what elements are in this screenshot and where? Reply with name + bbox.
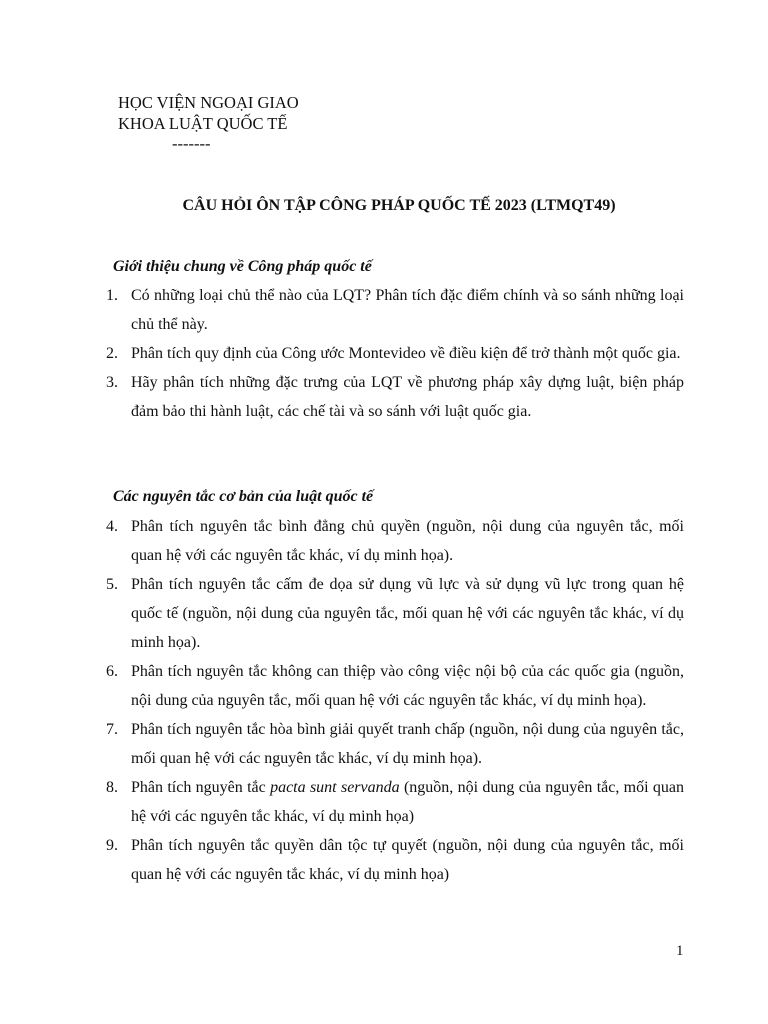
question-text: Phân tích quy định của Công ước Montevideo về điều kiện để trở thành một quốc gia. [131, 345, 681, 362]
institution-name: HỌC VIỆN NGOẠI GIAO [118, 93, 299, 112]
question-number: 6. [106, 663, 118, 680]
question-number: 4. [106, 518, 118, 535]
question-text: Hãy phân tích những đặc trưng của LQT về phương pháp xây dựng luật, biện pháp đảm bảo thi hành luật, các chế tài và so sánh với luật quốc gia. [131, 374, 684, 420]
question-text-lead: Phân tích nguyên tắc [131, 779, 271, 796]
question-number: 5. [106, 576, 118, 593]
question-number: 9. [106, 837, 118, 854]
latin-phrase: pacta sunt servanda [270, 779, 400, 796]
question-list-introduction [0, 281, 768, 426]
question-text: Có những loại chủ thể nào của LQT? Phân tích đặc điểm chính và so sánh những loại chủ thể này. [131, 287, 684, 333]
question-item [106, 570, 684, 657]
question-number: 8. [106, 779, 118, 796]
question-item [106, 512, 684, 570]
question-number: 7. [106, 721, 118, 738]
question-text: Phân tích nguyên tắc quyền dân tộc tự quyết (nguồn, nội dung của nguyên tắc, mối quan hệ với các nguyên tắc khác, ví dụ minh họa) [131, 837, 684, 883]
document-header [118, 92, 299, 153]
document-title: CÂU HỎI ÔN TẬP CÔNG PHÁP QUỐC TẾ 2023 (LTMQT49) [182, 197, 616, 214]
question-item [106, 339, 684, 368]
question-item [106, 773, 685, 831]
question-text: Phân tích nguyên tắc bình đẳng chủ quyền (nguồn, nội dung của nguyên tắc, mối quan hệ với các nguyên tắc khác, ví dụ minh họa). [131, 518, 684, 564]
question-item [106, 831, 684, 889]
question-item [106, 715, 684, 773]
question-text: Phân tích nguyên tắc cấm đe dọa sử dụng vũ lực và sử dụng vũ lực trong quan hệ quốc tế (nguồn, nội dung của nguyên tắc, mối quan hệ với các nguyên tắc khác, ví dụ minh họa). [131, 576, 684, 651]
question-item [106, 657, 684, 715]
page-number: 1 [676, 943, 684, 959]
question-text: Phân tích nguyên tắc không can thiệp vào công việc nội bộ của các quốc gia (nguồn, nội dung của nguyên tắc, mối quan hệ với các nguyên tắc khác, ví dụ minh họa). [131, 663, 684, 709]
question-text: Phân tích nguyên tắc hòa bình giải quyết tranh chấp (nguồn, nội dung của nguyên tắc, mối quan hệ với các nguyên tắc khác, ví dụ minh họa). [131, 721, 684, 767]
section-heading-principles: Các nguyên tắc cơ bản của luật quốc tế [113, 488, 374, 505]
question-number: 1. [106, 287, 118, 304]
question-item [106, 281, 684, 339]
question-text-tail: (nguồn, nội dung của nguyên tắc, mối quan hệ với các nguyên tắc khác, ví dụ minh họa) [131, 779, 685, 825]
section-heading-introduction: Giới thiệu chung về Công pháp quốc tế [113, 258, 372, 275]
question-item [106, 368, 684, 426]
question-number: 3. [106, 374, 118, 391]
question-list-principles [0, 512, 768, 889]
header-separator: ------- [172, 134, 211, 153]
faculty-name: KHOA LUẬT QUỐC TẾ [118, 114, 288, 133]
question-number: 2. [106, 345, 118, 362]
